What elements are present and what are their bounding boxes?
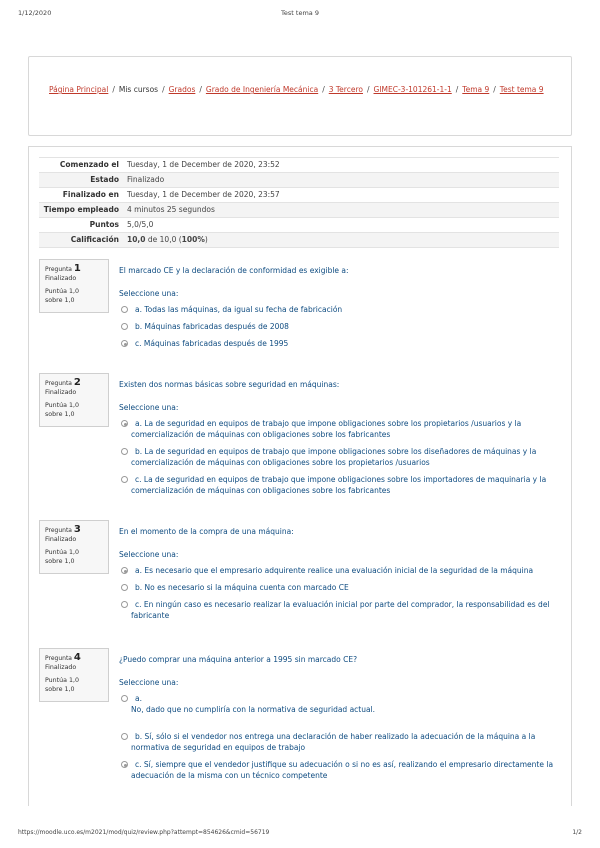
- radio-button[interactable]: [121, 476, 128, 483]
- breadcrumb-separator: /: [112, 85, 115, 94]
- summary-row-state: [39, 173, 559, 188]
- breadcrumb-degree[interactable]: Grado de Ingeniería Mecánica: [205, 85, 319, 94]
- question-label: Pregunta: [45, 380, 72, 387]
- breadcrumb-separator: /: [493, 85, 496, 94]
- question-info: [39, 373, 109, 427]
- question-status: Finalizado: [45, 389, 77, 396]
- radio-button-selected[interactable]: [121, 340, 128, 347]
- question-score-max: sobre 1,0: [45, 411, 75, 418]
- summary-table: [39, 157, 559, 248]
- print-header: [18, 9, 582, 19]
- print-page-number: 1/2: [572, 829, 582, 836]
- question-info: [39, 259, 109, 313]
- radio-button[interactable]: [121, 695, 128, 702]
- question-content: [119, 379, 559, 502]
- question-content: [119, 265, 559, 355]
- answer-option[interactable]: [119, 418, 559, 440]
- answer-option[interactable]: [119, 338, 559, 349]
- question-number-value: 3: [73, 524, 81, 535]
- breadcrumb-separator: /: [366, 85, 370, 94]
- option-label: a.: [135, 694, 142, 703]
- option-label: c. Máquinas fabricadas después de 1995: [135, 339, 289, 348]
- breadcrumb-topic[interactable]: Tema 9: [462, 85, 490, 94]
- grade-close: ): [204, 235, 208, 244]
- radio-button-selected[interactable]: [121, 567, 128, 574]
- summary-value: 4 minutos 25 segundos: [123, 203, 559, 218]
- summary-value: Tuesday, 1 de December de 2020, 23:52: [123, 158, 559, 173]
- radio-button[interactable]: [121, 601, 128, 608]
- answer-option[interactable]: [119, 731, 559, 753]
- radio-button-selected[interactable]: [121, 420, 128, 427]
- answer-prompt: Seleccione una:: [119, 678, 179, 687]
- summary-value: Finalizado: [123, 173, 559, 188]
- option-label-continued: No, dado que no cumpliría con la normativa de seguridad actual.: [131, 705, 376, 714]
- summary-key: Tiempo empleado: [39, 203, 123, 218]
- answer-option[interactable]: [119, 759, 559, 781]
- question-number: [45, 525, 103, 535]
- option-label: b. La de seguridad en equipos de trabajo que impone obligaciones sobre los diseñadores de máquinas y la comercialización de máquinas con obligaciones sobre los propietarios /usuarios: [131, 447, 537, 467]
- question-status: Finalizado: [45, 664, 77, 671]
- question-number: [45, 378, 103, 388]
- answer-option[interactable]: [119, 321, 559, 332]
- summary-key: Calificación: [39, 233, 123, 248]
- question-text: Existen dos normas básicas sobre seguridad en máquinas:: [119, 380, 340, 389]
- option-label: a. Todas las máquinas, da igual su fecha de fabricación: [135, 305, 343, 314]
- question-label: Pregunta: [45, 655, 72, 662]
- radio-button[interactable]: [121, 733, 128, 740]
- answer-option[interactable]: [119, 693, 559, 715]
- question-number: [45, 264, 103, 274]
- attempt-summary: [39, 157, 559, 248]
- answer-option[interactable]: [119, 446, 559, 468]
- breadcrumb-course[interactable]: GIMEC-3-101261-1-1: [373, 85, 452, 94]
- breadcrumb-panel: [28, 56, 572, 136]
- answer-option[interactable]: [119, 599, 559, 621]
- question-number-value: 1: [73, 263, 81, 274]
- option-label: c. En ningún caso es necesario realizar la evaluación inicial por parte del comprador, la responsabilidad es del fabricante: [131, 600, 550, 620]
- radio-button[interactable]: [121, 448, 128, 455]
- option-label: b. Sí, sólo si el vendedor nos entrega una declaración de haber realizado la adecuación de la máquina a la normativa de seguridad en equipos de trabajo: [131, 732, 536, 752]
- summary-row-started: [39, 158, 559, 173]
- quiz-review-panel: [28, 146, 572, 806]
- option-spacer: [119, 721, 559, 731]
- breadcrumb-grados[interactable]: Grados: [168, 85, 196, 94]
- radio-button-selected[interactable]: [121, 761, 128, 768]
- breadcrumb-separator: /: [322, 85, 325, 94]
- print-url: https://moodle.uco.es/m2021/mod/quiz/review.php?attempt=854626&cmid=56719: [18, 829, 270, 836]
- breadcrumb-home[interactable]: Página Principal: [49, 85, 109, 94]
- option-label: c. Sí, siempre que el vendedor justifique su adecuación o si no es así, realizando el empresario directamente la adecuación de la misma con un técnico competente: [131, 760, 554, 780]
- option-label: c. La de seguridad en equipos de trabajo que impone obligaciones sobre los importadores de maquinaria y la comercialización de máquinas con obligaciones sobre los fabricantes: [131, 475, 547, 495]
- option-label: b. No es necesario si la máquina cuenta con marcado CE: [135, 583, 349, 592]
- question-text: El marcado CE y la declaración de conformidad es exigible a:: [119, 266, 349, 275]
- summary-row-points: [39, 218, 559, 233]
- question-score-max: sobre 1,0: [45, 297, 75, 304]
- answer-prompt: Seleccione una:: [119, 289, 179, 298]
- question-label: Pregunta: [45, 527, 72, 534]
- question-status: Finalizado: [45, 275, 77, 282]
- answer-option[interactable]: [119, 474, 559, 496]
- breadcrumb: [49, 85, 559, 94]
- question-label: Pregunta: [45, 266, 72, 273]
- answer-option[interactable]: [119, 582, 559, 593]
- breadcrumb-separator: /: [455, 85, 459, 94]
- answer-prompt: Seleccione una:: [119, 550, 179, 559]
- summary-value: Tuesday, 1 de December de 2020, 23:57: [123, 188, 559, 203]
- question-content: [119, 526, 559, 627]
- answer-prompt: Seleccione una:: [119, 403, 179, 412]
- breadcrumb-quiz[interactable]: Test tema 9: [499, 85, 544, 94]
- question-number: [45, 653, 103, 663]
- question-info: [39, 520, 109, 574]
- option-label: a. Es necesario que el empresario adquirente realice una evaluación inicial de la seguridad de la máquina: [135, 566, 534, 575]
- answer-option[interactable]: [119, 565, 559, 576]
- breadcrumb-my-courses: Mis cursos: [118, 85, 159, 94]
- summary-row-finished: [39, 188, 559, 203]
- question-text: ¿Puedo comprar una máquina anterior a 1995 sin marcado CE?: [119, 655, 358, 664]
- summary-key: Finalizado en: [39, 188, 123, 203]
- print-footer: [18, 829, 582, 839]
- breadcrumb-separator: /: [162, 85, 165, 94]
- question-info: [39, 648, 109, 702]
- summary-row-time: [39, 203, 559, 218]
- question-score: Puntúa 1,0: [45, 288, 80, 295]
- question-content: [119, 654, 559, 787]
- question-status: Finalizado: [45, 536, 77, 543]
- summary-key: Estado: [39, 173, 123, 188]
- grade-of: de 10,0 (: [145, 235, 182, 244]
- radio-button[interactable]: [121, 306, 128, 313]
- question-score-max: sobre 1,0: [45, 558, 75, 565]
- option-label: b. Máquinas fabricadas después de 2008: [135, 322, 289, 331]
- summary-key: Comenzado el: [39, 158, 123, 173]
- question-score: Puntúa 1,0: [45, 677, 80, 684]
- question-score: Puntúa 1,0: [45, 402, 80, 409]
- summary-key: Puntos: [39, 218, 123, 233]
- breadcrumb-separator: /: [199, 85, 202, 94]
- print-title: Test tema 9: [281, 9, 319, 17]
- grade-score: 10,0: [127, 235, 146, 244]
- grade-percent: 100%: [181, 235, 205, 244]
- question-score-max: sobre 1,0: [45, 686, 75, 693]
- question-text: En el momento de la compra de una máquina:: [119, 527, 294, 536]
- question-number-value: 4: [73, 652, 81, 663]
- print-date: 1/12/2020: [18, 9, 52, 17]
- answer-option[interactable]: [119, 304, 559, 315]
- radio-button[interactable]: [121, 323, 128, 330]
- summary-grade-value: [123, 233, 559, 248]
- summary-value: 5,0/5,0: [123, 218, 559, 233]
- question-score: Puntúa 1,0: [45, 549, 80, 556]
- radio-button[interactable]: [121, 584, 128, 591]
- breadcrumb-year[interactable]: 3 Tercero: [328, 85, 363, 94]
- summary-row-grade: [39, 233, 559, 248]
- question-number-value: 2: [73, 377, 81, 388]
- option-label: a. La de seguridad en equipos de trabajo que impone obligaciones sobre los propietarios /usuarios y la comercialización de máquinas con obligaciones sobre los fabricantes: [131, 419, 522, 439]
